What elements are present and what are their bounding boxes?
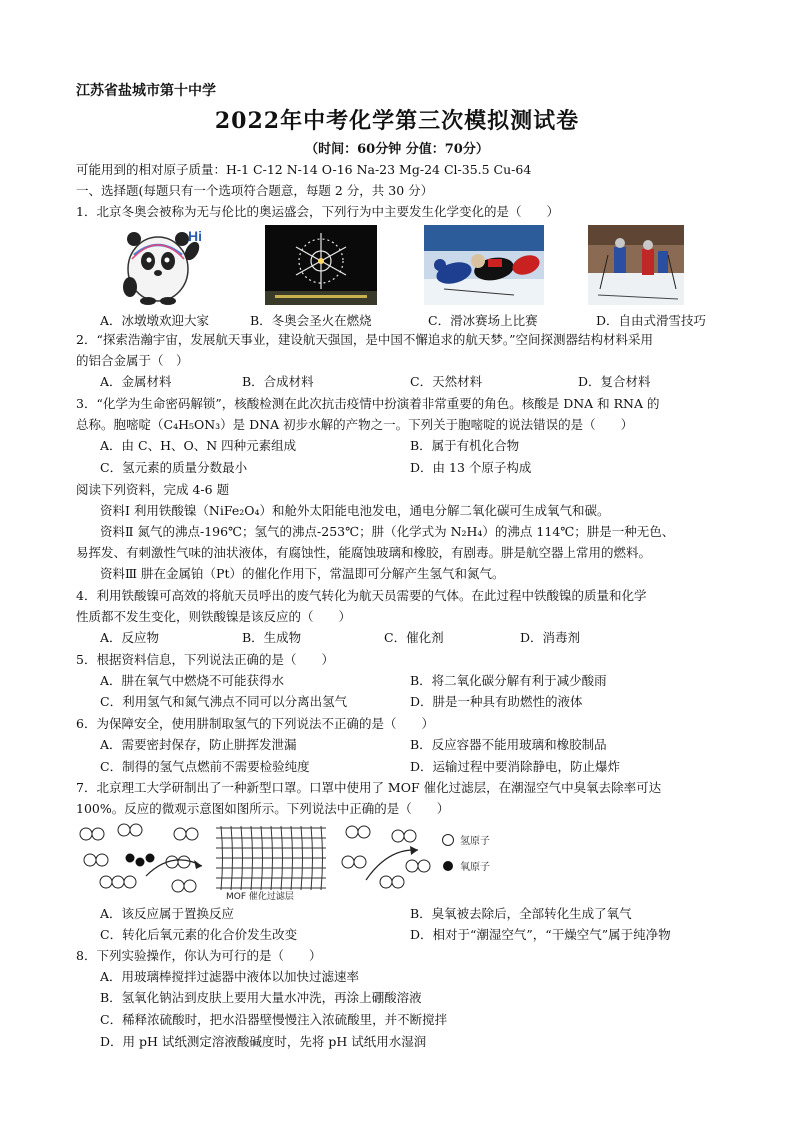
reading-material-2b: 易挥发、有刺激性气味的油状液体，有腐蚀性，能腐蚀玻璃和橡胶，有剧毒。肼是航空器上常用的燃料。	[76, 545, 652, 560]
q7-line1: 7．北京理工大学研制出了一种新型口罩。口罩中使用了 MOF 催化过滤层，在潮湿空气中臭氧去除率可达	[76, 780, 662, 795]
q4-option-a: A．反应物	[100, 630, 160, 645]
legend-hydrogen: 氢原子	[460, 836, 490, 847]
q8-option-c: C．稀释浓硫酸时，把水沿器壁慢慢注入浓硫酸里，并不断搅拌	[100, 1012, 448, 1027]
q7-option-d: D．相对于“潮湿空气”，“干燥空气”属于纯净物	[410, 927, 671, 942]
q4-line1: 4．利用铁酸镍可高效的将航天员呼出的废气转化为航天员需要的气体。在此过程中铁酸镍的质量和化学	[76, 588, 647, 603]
q3-line2: 总称。胞嘧啶（C₄H₅ON₃）是 DNA 初步水解的产物之一。下列关于胞嘧啶的说法错误的是（ ）	[76, 417, 634, 432]
school-name: 江苏省盐城市第十中学	[76, 83, 216, 99]
section-heading: 一、选择题(每题只有一个选项符合题意，每题 2 分，共 30 分）	[76, 183, 434, 198]
speed-skating-image	[424, 225, 544, 305]
q4-option-d: D．消毒剂	[520, 630, 581, 645]
q2-line1: 2．“探索浩瀚宇宙，发展航天事业，建设航天强国，是中国不懈追求的航天梦。”空间探测器结构材料采用	[76, 332, 653, 347]
q5-stem: 5．根据资料信息，下列说法正确的是（ ）	[76, 652, 334, 667]
reaction-diagram	[76, 822, 726, 900]
reading-material-2a: 资料Ⅱ 氮气的沸点-196℃；氢气的沸点-253℃；肼（化学式为 N₂H₄）的沸点 114℃；肼是一种无色、	[100, 524, 675, 539]
q3-option-c: C．氢元素的质量分数最小	[100, 460, 248, 475]
q1-option-b: B．冬奥会圣火在燃烧	[250, 313, 372, 328]
reading-material-1: 资料Ⅰ 利用铁酸镍（NiFe₂O₄）和舱外太阳能电池发电，通电分解二氧化碳可生成氧气和碳。	[100, 503, 610, 518]
filter-label: MOF 催化过滤层	[226, 892, 294, 900]
q4-option-c: C．催化剂	[384, 630, 444, 645]
hydrogen-legend-icon	[443, 835, 454, 846]
q6-option-d: D．运输过程中要消除静电，防止爆炸	[410, 759, 621, 774]
snowflake-torch-image	[265, 225, 377, 305]
exam-subtitle: （时间：60分钟 分值：70分）	[305, 142, 489, 157]
q7-line2: 100%。反应的微观示意图如图所示。下列说法中正确的是（ ）	[76, 801, 450, 816]
q2-option-a: A．金属材料	[100, 374, 172, 389]
q2-option-c: C．天然材料	[410, 374, 483, 389]
q6-option-b: B．反应容器不能用玻璃和橡胶制品	[410, 737, 607, 752]
q5-option-a: A．肼在氧气中燃烧不可能获得水	[100, 673, 285, 688]
q6-stem: 6．为保障安全，使用肼制取氢气的下列说法不正确的是（ ）	[76, 716, 434, 731]
atomic-mass-line: 可能用到的相对原子质量：H-1 C-12 N-14 O-16 Na-23 Mg-24 Cl-35.5 Cu-64	[76, 162, 532, 177]
q5-option-b: B．将二氧化碳分解有利于减少酸雨	[410, 673, 607, 688]
q5-option-d: D．肼是一种具有助燃性的液体	[410, 694, 583, 709]
q7-option-c: C．转化后氧元素的化合价发生改变	[100, 927, 298, 942]
q7-option-b: B．臭氧被去除后，全部转化生成了氧气	[410, 906, 632, 921]
q5-option-c: C．利用氢气和氮气沸点不同可以分离出氢气	[100, 694, 348, 709]
legend-oxygen: 氧原子	[460, 862, 490, 873]
q8-option-d: D．用 pH 试纸测定溶液酸碱度时，先将 pH 试纸用水湿润	[100, 1034, 427, 1049]
hi-text: Hi	[188, 228, 202, 244]
q1-option-c: C．滑冰赛场上比赛	[428, 313, 538, 328]
q2-option-d: D．复合材料	[578, 374, 651, 389]
q3-line1: 3．“化学为生命密码解锁”，核酸检测在此次抗击疫情中扮演着非常重要的角色。核酸是 DNA 和 RNA 的	[76, 396, 660, 411]
q3-option-b: B．属于有机化合物	[410, 438, 520, 453]
q3-option-d: D．由 13 个原子构成	[410, 460, 532, 475]
q4-line2: 性质都不发生变化，则铁酸镍是该反应的（ ）	[76, 609, 352, 624]
q6-option-a: A．需要密封保存，防止肼挥发泄漏	[100, 737, 297, 752]
q7-option-a: A．该反应属于置换反应	[100, 906, 235, 921]
q6-option-c: C．制得的氢气点燃前不需要检验纯度	[100, 759, 310, 774]
exam-title: 2022年中考化学第三次模拟测试卷	[214, 108, 580, 134]
q8-option-b: B．氢氧化钠沾到皮肤上要用大量水冲洗，再涂上硼酸溶液	[100, 990, 422, 1005]
q1-stem: 1．北京冬奥会被称为无与伦比的奥运盛会，下列行为中主要发生化学变化的是（ ）	[76, 204, 559, 219]
q2-option-b: B．合成材料	[242, 374, 314, 389]
q1-option-a: A．冰墩墩欢迎大家	[100, 313, 210, 328]
oxygen-legend-icon	[443, 861, 453, 871]
q4-option-b: B．生成物	[242, 630, 302, 645]
mascot-image	[108, 225, 216, 305]
q8-stem: 8．下列实验操作，你认为可行的是（ ）	[76, 948, 322, 963]
q2-line2: 的铝合金属于（ ）	[76, 353, 189, 368]
reading-intro: 阅读下列资料，完成 4-6 题	[76, 482, 230, 497]
reading-material-3: 资料Ⅲ 肼在金属铂（Pt）的催化作用下，常温即可分解产生氢气和氮气。	[100, 566, 505, 581]
q8-option-a: A．用玻璃棒搅拌过滤器中液体以加快过滤速率	[100, 969, 360, 984]
skiing-image	[588, 225, 684, 305]
q1-option-d: D．自由式滑雪技巧	[596, 313, 707, 328]
q3-option-a: A．由 C、H、O、N 四种元素组成	[100, 438, 297, 453]
